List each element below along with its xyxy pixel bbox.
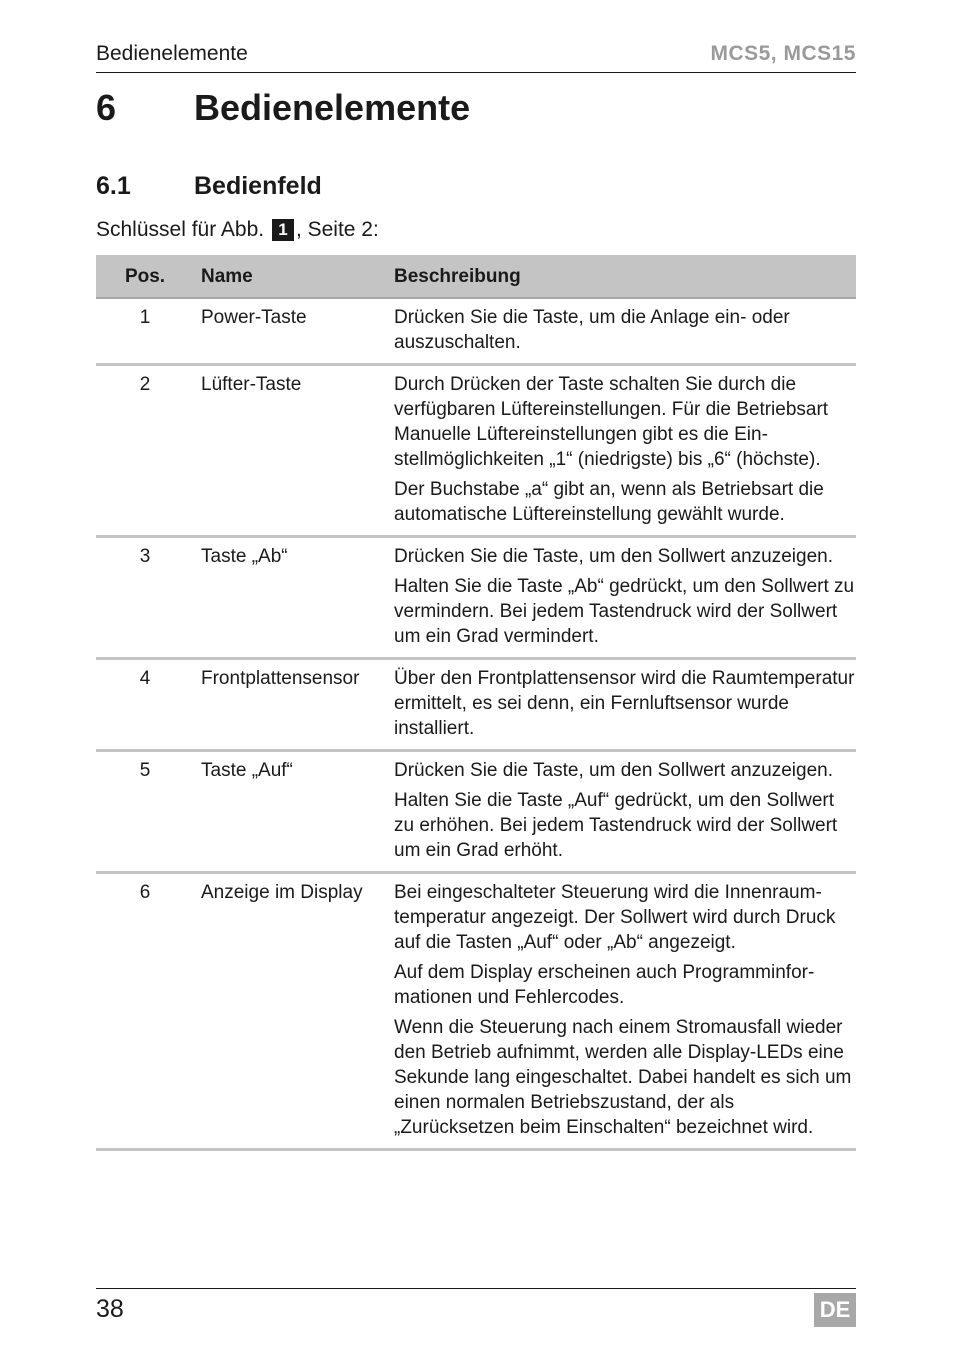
row-name: Frontplattensensor [194, 659, 387, 751]
description-paragraph: Drücken Sie die Taste, um den Sollwert anzuzeigen. [394, 546, 834, 567]
section-number: 6.1 [96, 172, 131, 200]
table-row [96, 659, 856, 751]
header-model-names: MCS5, MCS15 [710, 42, 856, 65]
table-row [96, 365, 856, 537]
row-position: 1 [96, 298, 194, 365]
figure-number-badge: 1 [272, 219, 294, 241]
description-paragraph: Der Buchstabe „a“ gibt an, wenn als Betriebsart die automatische Lüftereinstellung gewählt wurde. [394, 479, 824, 525]
running-header [96, 41, 856, 73]
description-paragraph: Halten Sie die Taste „Ab“ gedrückt, um den Sollwert zu vermindern. Bei jedem Tastendruck wird der Sollwert um ein Grad vermindert. [394, 576, 855, 647]
table-row [96, 751, 856, 873]
row-position: 3 [96, 537, 194, 659]
row-name: Power-Taste [194, 298, 387, 365]
table-body [96, 298, 856, 1150]
column-header-pos: Pos. [96, 255, 194, 298]
column-header-name: Name [194, 255, 387, 298]
table-row [96, 873, 856, 1150]
controls-key-table [96, 255, 856, 1151]
description-paragraph: Über den Frontplattensensor wird die Raumtemperatur ermittelt, es sei denn, ein Fernluftsensor wurde installiert. [394, 668, 855, 739]
row-name: Taste „Ab“ [194, 537, 387, 659]
row-position: 4 [96, 659, 194, 751]
row-position: 6 [96, 873, 194, 1150]
figure-key-intro [96, 216, 379, 244]
manual-page [96, 0, 856, 1352]
key-line-prefix: Schlüssel für Abb. [96, 218, 265, 241]
column-header-description: Beschreibung [387, 255, 856, 298]
chapter-number: 6 [96, 87, 117, 128]
row-description [387, 537, 856, 659]
row-name: Anzeige im Display [194, 873, 387, 1150]
row-description [387, 659, 856, 751]
row-description [387, 298, 856, 365]
running-footer [96, 1288, 856, 1329]
description-paragraph: Halten Sie die Taste „Auf“ gedrückt, um den Sollwert zu erhöhen. Bei jedem Tastendruck wird der Sollwert um ein Grad erhöht. [394, 790, 838, 861]
description-paragraph: Drücken Sie die Taste, um den Sollwert anzuzeigen. [394, 760, 834, 781]
table-row [96, 298, 856, 365]
table-header-row [96, 255, 856, 298]
table-row [96, 537, 856, 659]
row-description [387, 365, 856, 537]
chapter-title-text: Bedienelemente [194, 87, 471, 128]
language-badge: DE [814, 1293, 856, 1327]
description-paragraph: Auf dem Display erscheinen auch Programminformationen und Fehlercodes. [394, 962, 815, 1008]
row-position: 2 [96, 365, 194, 537]
row-description [387, 751, 856, 873]
key-line-suffix: , Seite 2: [295, 218, 379, 241]
description-paragraph: Durch Drücken der Taste schalten Sie durch die verfügbaren Lüftereinstellungen. Für die Betriebsart Manuelle Lüftereinstellungen gibt es die Einstellmöglichkeiten „1“ (niedrigste) bis „6“ (höchste). [394, 374, 829, 470]
section-title-text: Bedienfeld [194, 172, 322, 200]
row-name: Taste „Auf“ [194, 751, 387, 873]
description-paragraph: Bei eingeschalteter Steuerung wird die Innenraumtemperatur angezeigt. Der Sollwert wird durch Druck auf die Tasten „Auf“ oder „Ab“ angezeigt. [394, 882, 836, 953]
page-number: 38 [96, 1295, 124, 1323]
description-paragraph: Wenn die Steuerung nach einem Stromausfall wieder den Betrieb aufnimmt, werden alle Display-LEDs eine Sekunde lang eingeschaltet. Dabei handelt es sich um einen normalen Betriebszustand, der als „Zurücksetzen beim Einschalten“ bezeichnet wird. [394, 1017, 852, 1138]
row-position: 5 [96, 751, 194, 873]
row-name: Lüfter-Taste [194, 365, 387, 537]
header-chapter-name: Bedienelemente [96, 42, 248, 65]
row-description [387, 873, 856, 1150]
description-paragraph: Drücken Sie die Taste, um die Anlage ein- oder auszuschalten. [394, 307, 790, 353]
